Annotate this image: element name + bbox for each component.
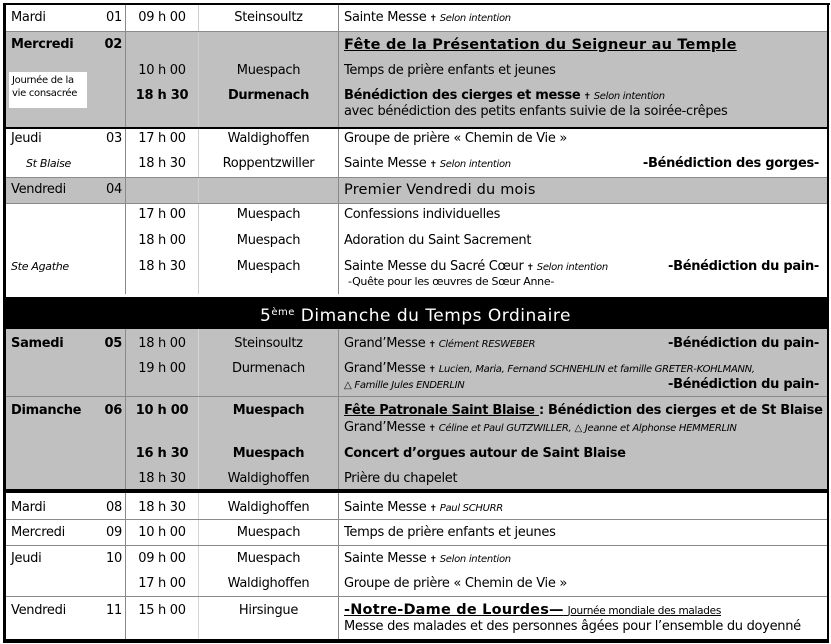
intention-note: Selon intention [439, 13, 511, 24]
intention-note: Lucien, Maria, Fernand SCHNEHLIN et famille GRETER-KOHLMANN, [438, 364, 755, 375]
event [344, 500, 503, 517]
time: 18 h 30 [138, 500, 186, 515]
place: Muespach [236, 207, 301, 222]
event: Temps de prière enfants et jeunes [344, 63, 556, 78]
time: 18 h 30 [138, 259, 186, 274]
event [344, 88, 665, 105]
cross-icon: ✝ [429, 555, 437, 565]
intention-note: Clément RESWEBER [438, 339, 536, 350]
blessing-note: -Bénédiction du pain- [667, 259, 819, 274]
intention-note: Jeanne et Alphonse HEMMERLIN [584, 423, 737, 434]
event-label: Bénédiction des cierges et messe [344, 88, 581, 103]
saint-of-day: Ste Agathe [11, 260, 69, 273]
place: Hirsingue [238, 603, 299, 618]
row-line [3, 203, 828, 204]
event [344, 10, 511, 27]
time: 17 h 00 [138, 576, 186, 591]
day-number: 10 [106, 551, 122, 566]
cross-icon: ✝ [428, 340, 436, 350]
place: Waldighoffen [227, 471, 310, 486]
place: Roppentzwiller [222, 156, 315, 171]
day-label: Mercredi [11, 525, 65, 540]
candle-icon: △ [574, 423, 582, 434]
col-line-place [198, 3, 199, 294]
banner-ordinal: ème [271, 307, 295, 318]
time: 10 h 00 [138, 525, 186, 540]
day-number: 09 [106, 525, 122, 540]
side-note [9, 72, 87, 108]
sunday-banner [3, 297, 828, 329]
event-subtext: avec bénédiction des petits enfants suivie de la soirée-crêpes [344, 104, 728, 119]
event: Adoration du Saint Sacrement [344, 233, 532, 248]
event-label: Sainte Messe du Sacré Cœur [344, 259, 524, 274]
event: Confessions individuelles [344, 207, 501, 222]
border-bottom [3, 639, 829, 643]
event: Messe des malades et des personnes âgées pour l’ensemble du doyenné [344, 619, 801, 634]
event: Groupe de prière « Chemin de Vie » [344, 131, 568, 146]
event: Groupe de prière « Chemin de Vie » [344, 576, 568, 591]
row-line [3, 396, 828, 397]
saint-of-day: St Blaise [26, 157, 71, 170]
intention-note: Selon intention [593, 91, 665, 102]
place: Waldighoffen [227, 576, 310, 591]
event [344, 420, 737, 437]
cross-icon: ✝ [429, 160, 437, 170]
time: 09 h 00 [138, 551, 186, 566]
intention-note: Selon intention [439, 159, 511, 170]
day-title: Premier Vendredi du mois [344, 182, 536, 198]
time: 10 h 00 [138, 63, 186, 78]
feast-note: Journée mondiale des malades [567, 605, 721, 617]
candle-icon: △ [344, 380, 352, 391]
side-note-line: vie consacrée [12, 88, 78, 99]
event-label: Sainte Messe [344, 551, 427, 566]
day-label: Mardi [11, 500, 46, 515]
feast-title [344, 403, 823, 419]
cross-icon: ✝ [429, 504, 437, 514]
day-label: Jeudi [11, 131, 42, 146]
time: 17 h 00 [138, 207, 186, 222]
event-note-line2 [344, 377, 464, 394]
place: Durmenach [232, 361, 305, 376]
time: 17 h 00 [138, 131, 186, 146]
time: 10 h 00 [135, 403, 189, 418]
time: 18 h 30 [135, 88, 189, 103]
collection-note: -Quête pour les œuvres de Sœur Anne- [348, 275, 554, 288]
event-label: Grand’Messe [344, 361, 426, 376]
cross-icon: ✝ [428, 365, 436, 375]
place: Muespach [236, 259, 301, 274]
day-label: Vendredi [11, 182, 66, 197]
feast-title: Fête de la Présentation du Seigneur au Temple [344, 37, 737, 53]
border-top [3, 3, 830, 5]
row-line [3, 545, 828, 546]
row-line [3, 127, 828, 129]
col-line-event [338, 3, 339, 294]
place: Waldighoffen [227, 500, 310, 515]
blessing-note: -Bénédiction du pain- [667, 336, 819, 351]
feast-title-label: -Notre-Dame de Lourdes— [344, 602, 564, 618]
day-label: Jeudi [11, 551, 42, 566]
event [344, 361, 755, 378]
row-line [3, 519, 828, 520]
row-line [3, 596, 828, 597]
place: Muespach [232, 446, 305, 461]
blessing-note: -Bénédiction des gorges- [642, 156, 819, 171]
time: 18 h 30 [138, 156, 186, 171]
place: Waldighoffen [227, 131, 310, 146]
intention-note: Paul SCHURR [439, 503, 503, 514]
day-label: Samedi [11, 336, 64, 351]
cross-icon: ✝ [583, 92, 591, 102]
intention-note: Selon intention [536, 262, 608, 273]
place: Steinsoultz [234, 336, 303, 351]
border-week-separator [3, 489, 829, 493]
event-label: Sainte Messe [344, 156, 427, 171]
event-label: Grand’Messe [344, 336, 426, 351]
day-label: Mercredi [11, 37, 74, 52]
side-note-line: Journée de la [12, 75, 74, 86]
place: Muespach [236, 63, 301, 78]
time: 18 h 00 [138, 233, 186, 248]
intention-note: Selon intention [439, 554, 511, 565]
time: 19 h 00 [138, 361, 186, 376]
intention-note: Famille Jules ENDERLIN [354, 380, 465, 391]
time: 18 h 30 [138, 471, 186, 486]
col-line-time [125, 3, 126, 294]
day-label: Vendredi [11, 603, 66, 618]
place: Muespach [236, 551, 301, 566]
time: 15 h 00 [138, 603, 186, 618]
day-number: 01 [106, 10, 122, 25]
banner-number: 5 [260, 306, 272, 326]
day-number: 04 [106, 182, 122, 197]
day-label: Mardi [11, 10, 46, 25]
feast-title-underlined: Fête Patronale Saint Blaise [344, 403, 539, 418]
row-line [3, 177, 828, 178]
event-label: Grand’Messe [344, 420, 426, 435]
event [344, 156, 511, 173]
feast-title [344, 602, 721, 619]
cross-icon: ✝ [526, 263, 534, 273]
time: 09 h 00 [138, 10, 186, 25]
event-label: Sainte Messe [344, 10, 427, 25]
place: Muespach [236, 233, 301, 248]
day-number: 11 [106, 603, 122, 618]
place: Muespach [236, 525, 301, 540]
place: Muespach [232, 403, 305, 418]
day-number: 02 [104, 37, 122, 52]
event [344, 336, 535, 353]
day-number: 08 [106, 500, 122, 515]
day-label: Dimanche [11, 403, 82, 418]
event: Prière du chapelet [344, 471, 458, 486]
event: Concert d’orgues autour de Saint Blaise [344, 446, 626, 461]
day-number: 06 [104, 403, 122, 418]
event-label: Sainte Messe [344, 500, 427, 515]
time: 16 h 30 [135, 446, 189, 461]
place: Steinsoultz [234, 10, 303, 25]
intention-note: Céline et Paul GUTZWILLER, [438, 423, 572, 434]
col-line-event-2 [338, 329, 339, 641]
row-line [3, 31, 828, 32]
time: 18 h 00 [138, 336, 186, 351]
feast-title-rest: : Bénédiction des cierges et de St Blaise [538, 403, 823, 418]
day-number: 03 [106, 131, 122, 146]
place: Durmenach [227, 88, 310, 103]
blessing-note: -Bénédiction du pain- [667, 377, 819, 392]
event [344, 551, 511, 568]
cross-icon: ✝ [428, 424, 436, 434]
banner-title: Dimanche du Temps Ordinaire [300, 306, 571, 326]
event: Temps de prière enfants et jeunes [344, 525, 556, 540]
cross-icon: ✝ [429, 14, 437, 24]
day-number: 05 [104, 336, 122, 351]
